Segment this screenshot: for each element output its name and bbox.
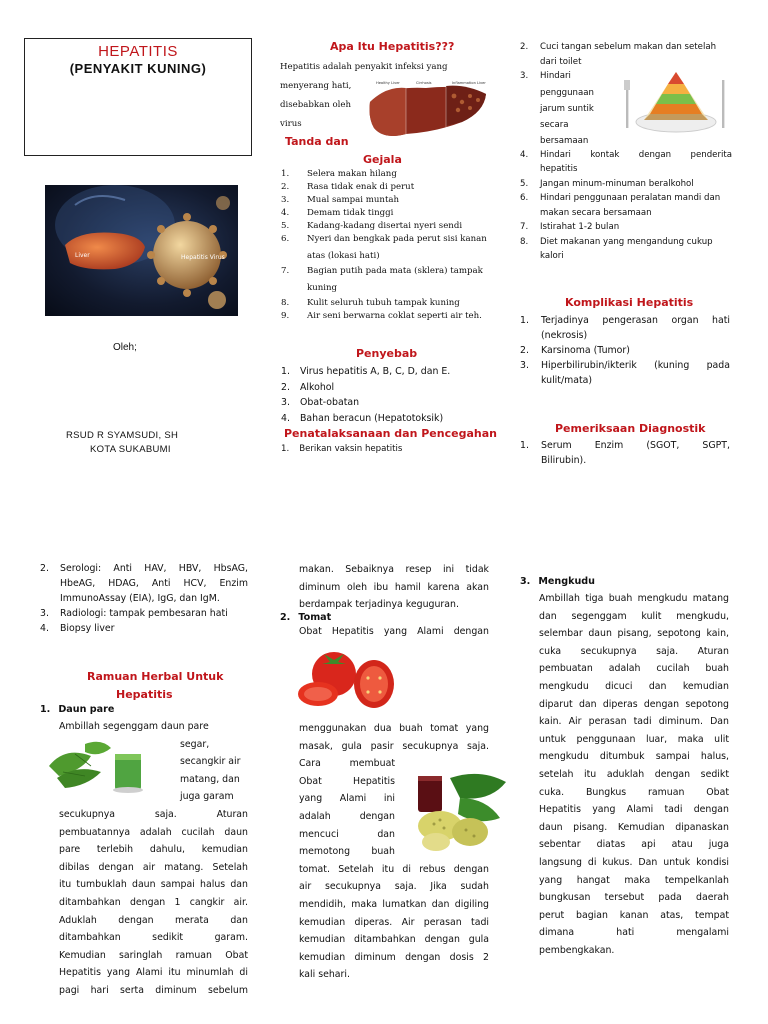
diagnostics-list-bottom bbox=[40, 561, 248, 636]
symptoms-heading-2: Gejala bbox=[363, 153, 402, 166]
list-item-cont: Bilirubin). bbox=[541, 455, 587, 466]
pare-cont-text bbox=[299, 561, 489, 614]
liver-label: Liver bbox=[75, 252, 90, 259]
list-item: 3. Mual sampai muntah bbox=[281, 195, 400, 205]
intro-line-4: virus bbox=[280, 119, 302, 129]
title-box bbox=[24, 38, 252, 156]
herbal-heading-1: Ramuan Herbal Untuk bbox=[87, 670, 224, 683]
list-item-cont: makan secara bersamaan bbox=[540, 207, 652, 218]
tomat-line-4: Obat Hepatitis bbox=[299, 775, 395, 787]
intro-line-1: Hepatitis adalah penyakit infeksi yang bbox=[280, 62, 448, 72]
author-label: Oleh; bbox=[113, 342, 137, 353]
mengkudu-line-10: mengkudu ditumbuk sampai halus, bbox=[539, 751, 729, 763]
mengkudu-line-4: cuka secukupnya saja. Aturan bbox=[539, 645, 729, 657]
tomat-line-15: kali sehari. bbox=[299, 969, 350, 981]
hospital-city: KOTA SUKABUMI bbox=[90, 444, 171, 455]
mengkudu-line-20: dimana hati mengalami bbox=[539, 927, 729, 939]
list-item: 4. Demam tidak tinggi bbox=[281, 208, 394, 218]
mengkudu-line-1: Ambillah tiga buah mengkudu matang bbox=[539, 593, 729, 604]
list-item: 4. Biopsy liver bbox=[40, 623, 115, 634]
list-item-cont: jarum suntik bbox=[540, 103, 594, 114]
pare-line-1: segar, bbox=[180, 738, 210, 750]
list-item: 4. Hindari kontak dengan penderita bbox=[520, 149, 732, 160]
list-item: 8. Kulit seluruh tubuh tampak kuning bbox=[281, 298, 460, 308]
list-item-cont: atas (lokasi hati) bbox=[307, 251, 380, 261]
mengkudu-line-13: Hepatitis yang Alami tadi dengan bbox=[539, 804, 729, 816]
mengkudu-line-16: langsung di kukus. Dan untuk kondisi bbox=[539, 856, 729, 868]
list-item-cont: (nekrosis) bbox=[541, 330, 588, 341]
liver-virus-illustration bbox=[45, 185, 238, 316]
mengkudu-line-6: mengkudu dicuci dan kemudian bbox=[539, 680, 729, 692]
tomat-line-5: yang Alami ini bbox=[299, 793, 395, 805]
tomat-title: 2. Tomat bbox=[280, 612, 332, 623]
tomat-line-6: adalah dengan bbox=[299, 810, 395, 822]
pare-line-15: pagi hari serta diminum sebelum bbox=[59, 984, 248, 996]
liver-stage-label-3: Inflammation Liver bbox=[452, 81, 486, 85]
liver-stage-label-2: Cirrhosis bbox=[416, 81, 432, 85]
list-item-cont: secara bbox=[540, 119, 569, 130]
mengkudu-line-17: yang hangat maka tempelkanlah bbox=[539, 874, 729, 886]
pare-line-3: matang, dan bbox=[180, 773, 240, 785]
list-item: 5. Jangan minum-minuman beralkohol bbox=[520, 178, 694, 189]
list-item-cont: kalori bbox=[540, 251, 564, 261]
pare-line-8: dibilas dengan air matang. Setelah bbox=[59, 861, 248, 873]
list-item-cont: hepatitis bbox=[540, 164, 578, 174]
intro-text-left bbox=[280, 77, 351, 134]
mengkudu-line-9: untuk penggunaan luar, maka ulit bbox=[539, 733, 729, 745]
list-item: 8. Diet makanan yang mengandung cukup bbox=[520, 236, 713, 247]
page-title: HEPATITIS bbox=[98, 43, 178, 60]
list-item-cont: kulit/mata) bbox=[541, 375, 593, 386]
mengkudu-line-11: setelah itu aduklah dengan sedikt bbox=[539, 768, 729, 780]
list-item-cont: penggunaan bbox=[540, 87, 594, 98]
list-item: 3. Hindari bbox=[520, 71, 571, 81]
food-pyramid-illustration bbox=[622, 68, 730, 136]
pare-line-10: ditambahkan dengan 1 cangkir air. bbox=[59, 896, 248, 908]
list-item-cont: kuning bbox=[307, 283, 338, 293]
list-item: 7. Istirahat 1-2 bulan bbox=[520, 222, 620, 232]
list-item: 3. Radiologi: tampak pembesaran hati bbox=[40, 608, 228, 619]
tomat-line-12: kemudian diperas. Air perasan tadi bbox=[299, 916, 489, 928]
intro-line-3: disebabkan oleh bbox=[280, 100, 352, 110]
intro-line-2: menyerang hati, bbox=[280, 81, 352, 91]
pare-line-6: pembuatannya adalah cucilah daun bbox=[59, 826, 248, 838]
causes-heading: Penyebab bbox=[356, 347, 418, 360]
mengkudu-line-21: pembengkakan. bbox=[539, 944, 615, 956]
tomat-line-0: Obat Hepatitis yang Alami dengan bbox=[299, 626, 489, 637]
prevention-heading: Penatalaksanaan dan Pencegahan bbox=[284, 427, 497, 440]
list-item: 1. Selera makan hilang bbox=[281, 169, 397, 179]
diagnostics-heading: Pemeriksaan Diagnostik bbox=[555, 422, 706, 435]
list-item: 5. Kadang-kadang disertai nyeri sendi bbox=[281, 221, 463, 231]
mengkudu-illustration bbox=[400, 768, 508, 854]
pare-cont-line-3: berdampak terjadinya keguguran. bbox=[299, 599, 459, 611]
herbal-heading-2: Hepatitis bbox=[116, 688, 173, 701]
pare-line-0: Ambillah segenggam daun pare bbox=[59, 721, 209, 732]
complications-heading: Komplikasi Hepatitis bbox=[565, 296, 694, 309]
list-item: 6. Nyeri dan bengkak pada perut sisi kanan bbox=[281, 234, 487, 244]
tomat-line-8: memotong buah bbox=[299, 846, 395, 858]
list-item: 2. Serologi: Anti HAV, HBV, HbsAG, bbox=[40, 563, 248, 574]
mengkudu-line-7: diparut dan diperas dengan sepotong bbox=[539, 698, 729, 710]
tomat-line-13: kemudian ditambahkan dengan gula bbox=[299, 934, 489, 946]
intro-first-line bbox=[280, 58, 490, 77]
tomat-line-3: Cara membuat bbox=[299, 758, 395, 770]
list-item: 2. Rasa tidak enak di perut bbox=[281, 182, 415, 192]
mengkudu-title: 3. Mengkudu bbox=[520, 576, 595, 587]
mengkudu-line-19: perut bagian kanan atas, tempat bbox=[539, 909, 729, 921]
intro-line-1-wrap bbox=[280, 58, 490, 77]
tomat-line-10: air secukupnya saja. Jika sudah bbox=[299, 881, 489, 893]
list-item-cont: bersamaan bbox=[540, 135, 589, 146]
tomat-line-7: mencuci dan bbox=[299, 828, 395, 840]
liver-stage-label-1: Healthy Liver bbox=[376, 81, 400, 85]
pare-illustration bbox=[45, 736, 153, 796]
diagnostics-list-top bbox=[520, 438, 730, 468]
tomat-line-11: mendidih, maka lumatkan dan digiling bbox=[299, 898, 489, 910]
list-item: 2. Cuci tangan sebelum makan dan setelah bbox=[520, 42, 717, 52]
symptoms-heading-1: Tanda dan bbox=[285, 135, 349, 148]
pare-cont-line-2: diminum oleh ibu hamil karena akan bbox=[299, 581, 489, 593]
list-item: 1. Terjadinya pengerasan organ hati bbox=[520, 315, 730, 326]
pare-line-4: juga garam bbox=[180, 791, 234, 803]
pare-image bbox=[45, 736, 153, 796]
list-item: 7. Bagian putih pada mata (sklera) tampak bbox=[281, 266, 483, 276]
liver-stages-image bbox=[366, 78, 490, 146]
liver-virus-image bbox=[45, 185, 238, 316]
symptoms-list bbox=[281, 168, 496, 323]
tomato-image bbox=[288, 644, 398, 712]
tomat-line-2: masak, gula pasir secukupnya saja. bbox=[299, 740, 489, 752]
list-item: 1. Serum Enzim (SGOT, SGPT, bbox=[520, 440, 730, 451]
tomato-illustration bbox=[288, 644, 398, 712]
pare-line-11: Aduklah dengan merata dan bbox=[59, 914, 248, 926]
tomat-line-9: tomat. Setelah itu di rebus dengan bbox=[299, 863, 489, 875]
pare-line-7: pare terlebih dahulu, kemudian bbox=[59, 844, 248, 856]
pare-title: 1. Daun pare bbox=[40, 704, 115, 715]
list-item-cont: HbeAG, HDAG, Anti HCV, Enzim bbox=[60, 578, 248, 589]
pare-line-5: secukupnya saja. Aturan bbox=[59, 808, 248, 820]
tomat-line-14: kemudian diminum dengan dosis 2 bbox=[299, 951, 489, 963]
mengkudu-line-18: bungkusan tersebut pada daerah bbox=[539, 892, 729, 904]
list-item: 6. Hindari penggunaan peralatan mandi dan bbox=[520, 193, 721, 203]
list-item: 9. Air seni berwarna coklat seperti air teh. bbox=[281, 311, 482, 321]
mengkudu-line-5: pembuatan adalah cucilah buah bbox=[539, 663, 729, 675]
mengkudu-line-15: sebentar diatas api atau juga bbox=[539, 839, 729, 851]
pare-line-9: itu tumbuklah daun sampai halus dan bbox=[59, 879, 248, 891]
list-item-cont: ImmunoAssay (EIA), IgG, dan IgM. bbox=[60, 593, 220, 604]
mengkudu-line-2: dan segenggam kulit mengkudu, bbox=[539, 610, 729, 622]
intro-heading: Apa Itu Hepatitis??? bbox=[330, 40, 455, 53]
mengkudu-line-8: kain. Air perasan tadi diminum. Dan bbox=[539, 716, 729, 728]
liver-stages-illustration bbox=[366, 78, 490, 146]
mengkudu-line-14: daun pisang. Kemudian dipanaskan bbox=[539, 821, 729, 833]
list-item: 3. Hiperbilirubin/ikterik (kuning pada bbox=[520, 360, 730, 371]
mengkudu-line-12: cuka. Bungkus ramuan Obat bbox=[539, 786, 729, 798]
mengkudu-image bbox=[400, 768, 508, 854]
mengkudu-line-3: selembar daun pisang, sepotong kain, bbox=[539, 628, 729, 640]
mengkudu-text bbox=[539, 590, 729, 959]
pare-line-12: ditambahkan sedikit garam. bbox=[59, 932, 248, 944]
pare-cont-line-1: makan. Sebaiknya resep ini tidak bbox=[299, 564, 489, 575]
prevention-item-1: 1. Berikan vaksin hepatitis bbox=[281, 444, 403, 454]
page-subtitle: (PENYAKIT KUNING) bbox=[69, 61, 207, 76]
list-item-cont: dari toilet bbox=[540, 56, 582, 67]
virus-label: Hepatitis Virus bbox=[181, 254, 225, 261]
list-item: 2. Karsinoma (Tumor) bbox=[520, 345, 630, 356]
pare-line-14: Hepatitis yang Alami itu minumlah di bbox=[59, 967, 248, 979]
hospital-name: RSUD R SYAMSUDI, SH bbox=[66, 430, 179, 441]
pare-line-2: secangkir air bbox=[180, 756, 241, 768]
food-pyramid-image bbox=[622, 68, 730, 136]
complications-list bbox=[520, 313, 730, 388]
tomat-line-1: menggunakan dua buah tomat yang bbox=[299, 723, 489, 734]
pare-line-13: Kemudian saringlah ramuan Obat bbox=[59, 949, 248, 961]
